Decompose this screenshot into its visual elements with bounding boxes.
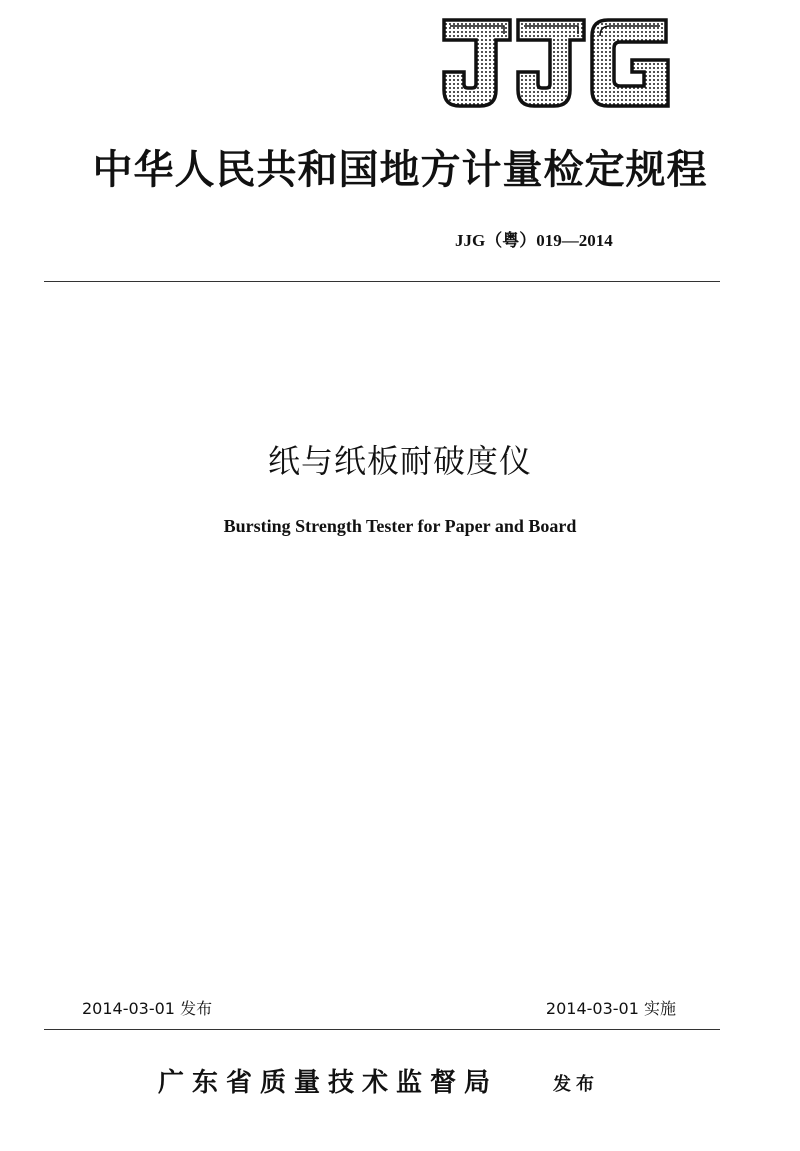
- jjg-logo: [440, 14, 672, 112]
- logo-letter-j-2: [518, 20, 584, 106]
- publish-date: 2014-03-01 发布: [82, 999, 213, 1018]
- regulation-category-title: 中华人民共和国地方计量检定规程: [92, 147, 708, 193]
- top-divider: [44, 281, 720, 282]
- logo-letter-j-1: [444, 20, 510, 106]
- issuing-authority: 广东省质量技术监督局: [158, 1068, 499, 1098]
- effective-date: 2014-03-01 实施: [545, 999, 676, 1018]
- document-title-en: Bursting Strength Tester for Paper and Board: [223, 516, 577, 536]
- document-title-cn: 纸与纸板耐破度仪: [267, 442, 532, 480]
- standard-code: JJG（粤）019—2014: [455, 231, 613, 250]
- bottom-divider: [44, 1029, 720, 1030]
- logo-letter-g: [592, 20, 668, 106]
- issuing-label: 发布: [553, 1074, 599, 1095]
